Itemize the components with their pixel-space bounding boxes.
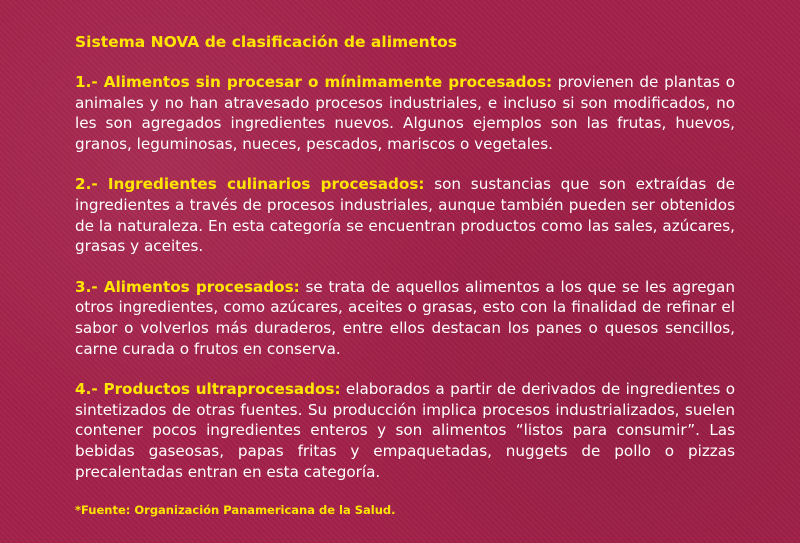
document-title: Sistema NOVA de clasificación de alimentos: [75, 33, 457, 51]
section-1: [75, 72, 735, 154]
section-2-body: son sustancias que son extraídas de ingredientes a través de procesos industriales, aunque también pueden ser obtenidos de la naturaleza. En esta categoría se encuentran productos como las sales, azúcares, grasas y aceites.: [75, 175, 735, 256]
section-3-heading: 3.- Alimentos procesados:: [75, 277, 300, 296]
section-4-body: elaborados a partir de derivados de ingredientes o sintetizados de otras fuentes. Su producción implica procesos industrializados, suelen contener pocos ingredientes enteros y son alimentos “listos para consumir”. Las bebidas gaseosas, papas fritas y empaquetadas, nuggets de pollo o pizzas precalentadas entran en esta categoría.: [75, 380, 736, 481]
section-3: [75, 277, 735, 359]
document-content: [75, 32, 735, 518]
section-1-body: provienen de plantas o animales y no han atravesado procesos industriales, e incluso si son modificados, no les son agregados ingredientes nuevos. Algunos ejemplos son las frutas, huevos, granos, leguminosas, nueces, pescados, mariscos o vegetales.: [75, 73, 736, 153]
section-1-heading: 1.- Alimentos sin procesar o mínimamente procesados:: [75, 73, 553, 91]
section-4: [75, 379, 735, 482]
source-footnote: *Fuente: Organización Panamericana de la Salud.: [75, 503, 396, 518]
section-2-heading: 2.- Ingredientes culinarios procesados:: [75, 175, 425, 194]
section-4-heading: 4.- Productos ultraprocesados:: [75, 380, 341, 399]
section-2: [75, 174, 735, 256]
section-3-body: se trata de aquellos alimentos a los que se les agregan otros ingredientes, como azúcares, aceites o grasas, esto con la finalidad de refinar el sabor o volverlos más duraderos, entre ellos destacan los panes o quesos sencillos, carne curada o frutos en conserva.: [75, 277, 735, 358]
